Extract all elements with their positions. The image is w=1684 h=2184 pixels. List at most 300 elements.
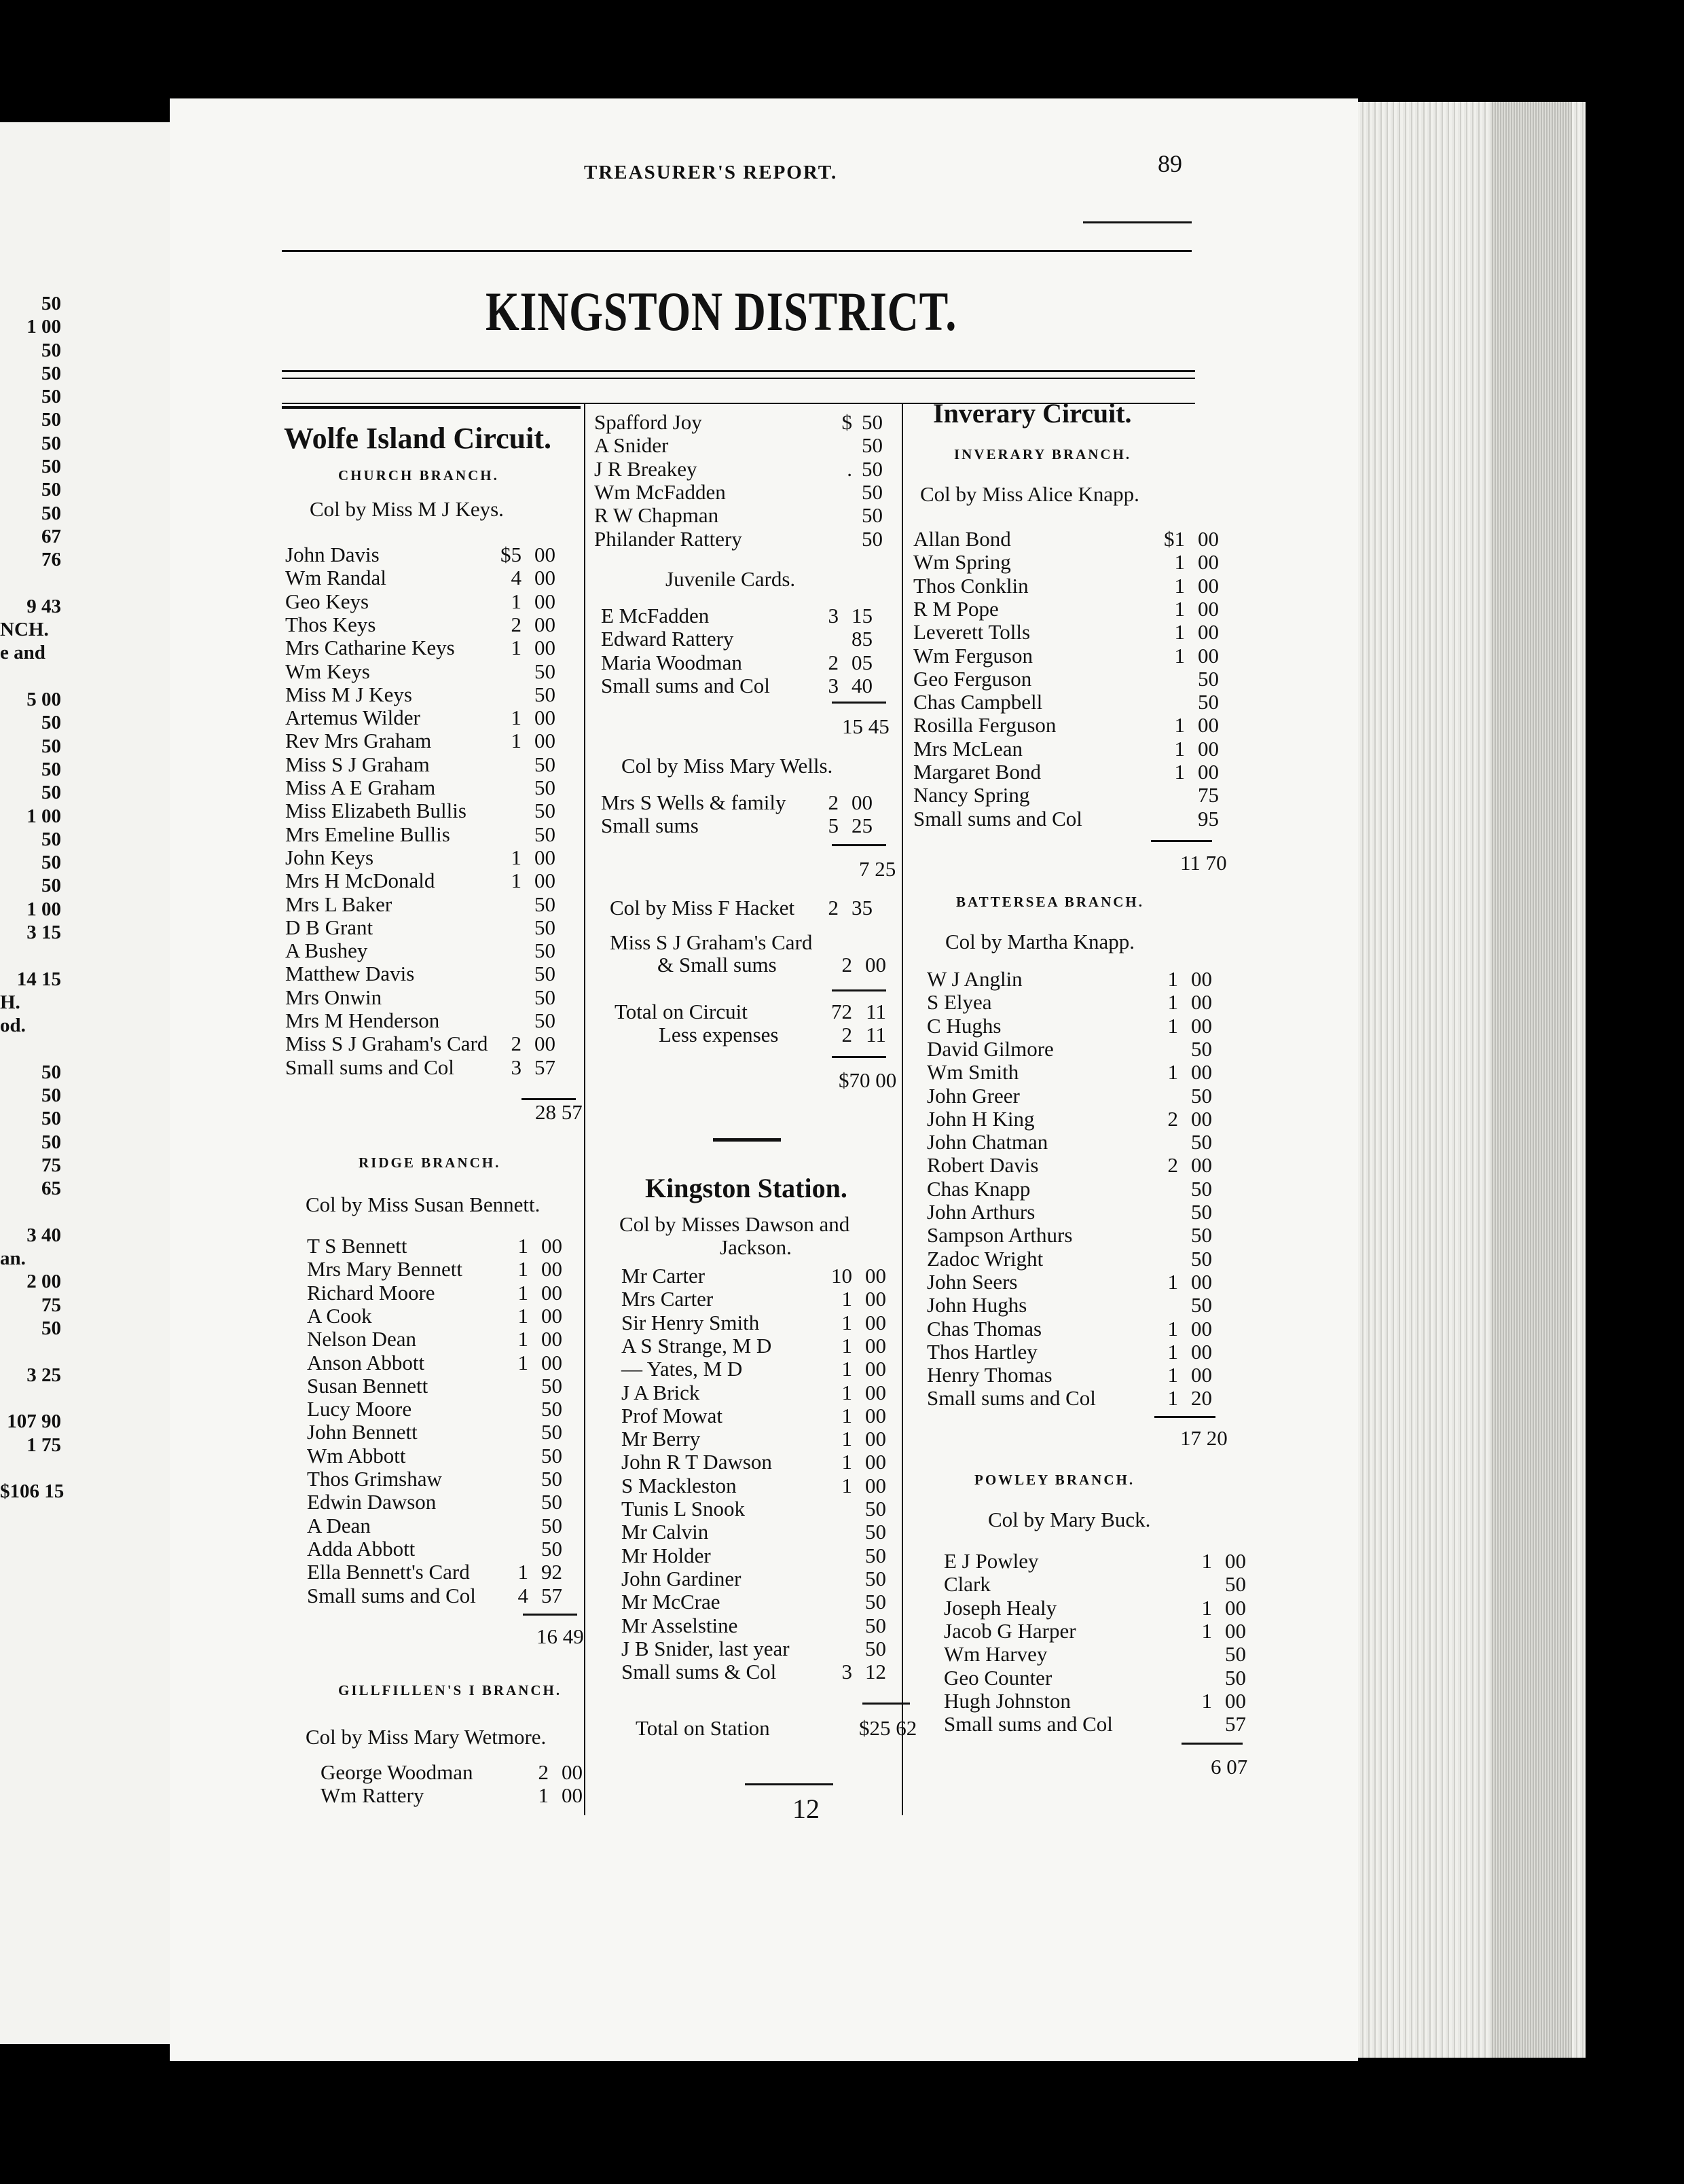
ledger-row [591,1474,900,1497]
facing-page-value [0,572,61,595]
facing-page-value [0,665,61,688]
amount-cents: 00 [1191,1013,1212,1038]
amount-dollars: 1 [841,1380,852,1404]
ledger-row [910,1015,1249,1038]
collector-line: Col by Martha Knapp. [945,930,1135,953]
amount-cents: 00 [541,1327,562,1351]
amount-dollars: 2 [511,612,521,636]
amount-dollars: 1 [511,845,521,869]
contributor-name: Thos Hartley [927,1339,1038,1364]
amount-dollars: 1 [841,1403,852,1427]
ledger-row [591,1497,900,1521]
amount-dollars: 2 [828,650,839,674]
amount-cents: 57 [541,1583,562,1607]
ledger-row [284,683,583,706]
amount-dollars: 1 [517,1257,528,1281]
contributor-name: Jacob G Harper [944,1618,1076,1643]
amount-dollars: 1 [1167,990,1178,1015]
amount-cents: 50 [1191,1200,1212,1224]
ledger-row [910,1667,1249,1690]
amount-dollars: 1 [517,1350,528,1375]
ledger-row [284,823,583,846]
book-page-edges [1348,102,1586,2058]
contributor-name: David Gilmore [927,1036,1054,1061]
amount-cents: 00 [1225,1688,1246,1713]
ledger-row [910,1154,1249,1177]
amount-cents: 50 [541,1513,562,1537]
amount-dollars: 1 [841,1357,852,1381]
contributor-name: E J Powley [944,1549,1039,1573]
amount-cents: 00 [1225,1549,1246,1573]
sum-rule [832,1056,886,1058]
amount-cents: 00 [1198,573,1219,598]
contributor-name: R W Chapman [594,503,719,528]
contributor-name: Edward Rattery [601,627,734,651]
branch-heading: POWLEY BRANCH. [974,1472,1135,1488]
amount-dollars: 2 [841,953,852,977]
contributor-name: Mr Carter [621,1264,706,1288]
amount-cents: 00 [1191,967,1212,991]
amount-cents: 50 [534,822,555,846]
contributor-name: D B Grant [285,915,373,939]
contributor-name: John Seers [927,1269,1018,1294]
amount-cents: 50 [865,1543,886,1567]
ledger-row [284,566,583,589]
contributor-name: Wm Spring [913,550,1011,575]
facing-page-value: 76 [41,549,61,571]
ledger-row [284,543,583,566]
running-header: TREASURER'S REPORT. [584,162,838,183]
grand-total: $70 00 [839,1068,897,1092]
contributor-name: Thos Grimshaw [307,1467,442,1491]
page-number: 89 [1158,150,1182,177]
contributor-name: John R T Dawson [621,1450,772,1474]
column-divider [902,403,903,1815]
contributor-name: Wm McFadden [594,479,726,504]
contributor-name: John Gardiner [621,1566,742,1590]
ledger-row [591,1264,900,1288]
amount-dollars: 1 [1174,643,1185,668]
amount-cents: 00 [865,953,886,977]
facing-page-value: 2 00 [26,1271,61,1293]
column-divider [584,403,585,1815]
facing-page-amounts [0,292,65,1503]
ledger-row [284,1235,583,1258]
amount-cents: 85 [852,627,873,651]
amount-cents: 00 [852,790,873,814]
ledger-row [910,621,1249,644]
amount-cents: 00 [541,1350,562,1375]
amount-dollars: 1 [1201,1688,1212,1713]
table-top-rule [282,406,581,409]
amount-cents: 50 [862,433,883,458]
amount-dollars: 2 [1167,1153,1178,1178]
contributor-name: Mrs Mary Bennett [307,1257,463,1281]
facing-page-value: 50 [41,735,61,757]
facing-page-value [0,944,61,967]
ledger-row [284,939,583,962]
amount-cents: 50 [1191,1246,1212,1271]
section-divider [713,1138,781,1142]
facing-page-value: 50 [41,479,61,501]
ledger-row [910,1294,1249,1317]
ledger-row [910,1085,1249,1108]
amount-dollars: 1 [538,1783,549,1808]
collector-line: Col by Miss Mary Wells. [621,754,833,778]
amount-dollars: 1 [511,729,521,753]
branch-total: 7 25 [859,857,896,881]
amount-cents: 50 [862,479,883,504]
facing-page-value: 50 [41,875,61,897]
collector-line: Jackson. [720,1235,792,1259]
ledger-row [284,916,583,939]
amount-cents: 00 [1198,620,1219,644]
amount-cents: 50 [534,776,555,799]
amount-cents: 35 [852,896,873,920]
ledger-row [284,1056,583,1079]
amount-dollars: 3 [511,1055,521,1079]
amount-cents: 50 [1191,1293,1212,1317]
contributor-name: Allan Bond [913,527,1011,551]
facing-page-value: 50 [41,502,61,524]
ledger-row [910,1131,1249,1154]
facing-page-value: 50 [41,758,61,780]
ledger-row: Miss S J Graham's Card [610,930,813,954]
facing-page-value: 75 [41,1294,61,1316]
contributor-name: John Bennett [307,1420,418,1444]
ledger-row [284,986,583,1009]
contributor-name: Rev Mrs Graham [285,729,432,753]
ledger-row [591,1660,900,1684]
contributor-name: — Yates, M D [621,1357,743,1381]
facing-page-value: 5 00 [26,689,61,711]
ledger-row [591,651,900,674]
contributor-name: Nancy Spring [913,783,1030,807]
ledger-row [284,1009,583,1032]
amount-dollars: 1 [517,1327,528,1351]
sum-rule [523,1614,577,1616]
contributor-name: Anson Abbott [307,1350,425,1375]
ledger-row [591,1544,900,1567]
amount-dollars: 1 [511,636,521,660]
facing-page-value: 50 [41,409,61,431]
facing-page-value: 75 [41,1154,61,1176]
amount-cents: 00 [534,845,555,869]
contributor-name: S Elyea [927,990,992,1015]
ledger-row [910,1224,1249,1247]
amount-dollars: 1 [1174,736,1185,761]
ledger-row [591,627,900,651]
amount-dollars: 2 [538,1760,549,1784]
branch-heading: BATTERSEA BRANCH. [956,894,1144,910]
ledger-row [591,1614,900,1637]
branch-heading: GILLFILLEN'S I BRANCH. [338,1682,562,1698]
contributor-name: Col by Miss F Hacket [610,896,795,920]
sum-rule [1151,840,1212,842]
amount-cents: 50 [865,1566,886,1590]
ledger-row [910,1387,1249,1410]
contributor-name: Total on Circuit [615,1000,748,1023]
amount-cents: 00 [865,1310,886,1334]
amount-cents: 50 [1198,690,1219,714]
contributor-name: Geo Keys [285,589,369,613]
sum-rule [1182,1743,1243,1745]
amount-dollars: 2 [841,1023,852,1046]
ledger-row [591,1451,900,1474]
amount-dollars: 2 [511,1032,521,1056]
contributor-name: T S Bennett [307,1234,407,1258]
contributor-name: Zadoc Wright [927,1246,1044,1271]
contributor-name: A Bushey [285,939,368,963]
contributor-name: Edwin Dawson [307,1490,437,1514]
contributor-name: John Greer [927,1083,1020,1108]
amount-cents: 50 [1191,1083,1212,1108]
facing-page-value: 1 00 [26,898,61,920]
contributor-name: R M Pope [913,596,999,621]
facing-page-value [0,1038,61,1061]
amount-dollars: 1 [517,1234,528,1258]
ledger-row [910,1643,1249,1666]
facing-page-value: $106 15 [0,1480,65,1503]
contributor-name: Joseph Healy [944,1595,1057,1620]
amount-cents: 00 [541,1280,562,1305]
ledger-row [591,1358,900,1381]
amount-cents: 50 [541,1443,562,1468]
amount-cents: 50 [534,985,555,1009]
facing-page-value [0,1387,61,1410]
contributor-name: Small sums and Col [913,806,1082,831]
amount-dollars: 2 [828,896,839,920]
amount-dollars: 1 [1174,760,1185,784]
contributor-name: Chas Thomas [927,1316,1042,1341]
ledger-row [284,753,583,776]
amount-cents: 00 [562,1783,583,1808]
amount-cents: 50 [862,456,883,481]
ledger-row [910,551,1249,574]
amount-dollars: 1 [841,1450,852,1474]
amount-cents: 00 [865,1333,886,1358]
ledger-row [284,1421,583,1444]
amount-cents: 50 [862,526,883,551]
amount-cents: 50 [534,752,555,776]
ledger-row [591,411,900,434]
amount-cents: 50 [1191,1223,1212,1248]
ledger-row [910,1201,1249,1224]
amount-cents: 00 [534,869,555,893]
amount-cents: 00 [534,1032,555,1056]
ledger-row [284,846,583,869]
ledger-row [591,504,900,527]
contributor-name: Adda Abbott [307,1536,416,1561]
ledger-row [910,1178,1249,1201]
amount-dollars: 1 [1174,573,1185,598]
amount-dollars: 1 [1174,596,1185,621]
amount-dollars: 1 [1201,1618,1212,1643]
amount-dollars: 1 [1201,1595,1212,1620]
ledger-row [284,869,583,892]
amount-cents: 57 [534,1055,555,1079]
amount-cents: 50 [534,1008,555,1032]
amount-cents: 50 [865,1613,886,1637]
header-rule [282,250,1192,252]
amount-dollars: 1 [1167,1386,1178,1410]
facing-page-value: 50 [41,1061,61,1083]
amount-dollars: 1 [1167,1316,1178,1341]
amount-dollars: 1 [1167,1363,1178,1387]
amount-dollars: 10 [831,1264,852,1288]
amount-cents: 50 [1191,1130,1212,1154]
ledger-row [910,1341,1249,1364]
branch-total: 6 07 [1211,1755,1248,1779]
amount-cents: 00 [1198,643,1219,668]
facing-page-value: 50 [41,852,61,874]
ledger-row [284,729,583,752]
ledger-row [910,1573,1249,1596]
amount-dollars: 1 [517,1303,528,1328]
facing-page-value: 3 15 [26,922,61,944]
station-heading: Kingston Station. [645,1173,847,1203]
amount-cents: 00 [1198,527,1219,551]
contributor-name: Mrs L Baker [285,892,392,916]
amount-cents: 50 [541,1467,562,1491]
ledger-row [591,528,900,551]
contributor-name: Leverett Tolls [913,620,1031,644]
contributor-name: Chas Campbell [913,690,1043,714]
facing-page-value: 50 [41,1131,61,1153]
ledger-row [591,1334,900,1358]
contributor-name: Hugh Johnston [944,1688,1071,1713]
contributor-name: W J Anglin [927,967,1023,991]
amount-dollars: 1 [1201,1549,1212,1573]
branch-heading: CHURCH BRANCH. [338,467,499,484]
contributor-name: Miss S J Graham's Card [285,1032,488,1056]
ledger-row [910,761,1249,784]
amount-cents: 50 [534,892,555,916]
collector-line: Col by Miss Alice Knapp. [920,482,1139,506]
amount-cents: 50 [1225,1665,1246,1690]
contributor-name: Henry Thomas [927,1363,1052,1387]
contributor-name: Small sums and Col [927,1386,1096,1410]
ledger-row [591,1000,900,1023]
amount-cents: 50 [541,1420,562,1444]
signature-mark: 12 [792,1794,820,1824]
ledger-row [591,814,900,837]
facing-page-value: 50 [41,712,61,734]
amount-dollars: 1 [841,1427,852,1451]
contributor-name: Wm Ferguson [913,643,1033,668]
ledger-row [591,1381,900,1404]
facing-page-value: 67 [41,525,61,547]
contributor-name: Philander Rattery [594,526,742,551]
amount-cents: 05 [852,650,873,674]
ledger-row [284,706,583,729]
contributor-name: Artemus Wilder [285,706,420,730]
amount-cents: 50 [1191,1176,1212,1201]
contributor-name: Small sums [601,814,699,838]
collector-line: Col by Miss M J Keys. [310,497,504,521]
ledger-row [284,1398,583,1421]
amount-cents: 12 [865,1660,886,1684]
ledger-row [284,776,583,799]
amount-dollars: 1 [841,1333,852,1358]
sum-rule [832,989,886,991]
contributor-name: Mrs S Wells & family [601,790,786,814]
facing-page-value [0,1457,61,1480]
amount-dollars: 1 [1174,550,1185,575]
ledger-row [910,1248,1249,1271]
sum-rule [832,702,886,704]
contributor-name: John Hughs [927,1293,1027,1317]
facing-page-value: 50 [41,386,61,408]
contributor-name: Mrs Carter [621,1287,714,1311]
subheading: Juvenile Cards. [665,567,796,591]
contributor-name: John Keys [285,845,374,869]
amount-cents: 00 [865,1473,886,1497]
ledger-row [910,714,1249,737]
amount-cents: 50 [862,410,883,434]
contributor-name: Mr McCrae [621,1590,720,1614]
amount-cents: 50 [541,1373,562,1398]
contributor-name: Mr Holder [621,1543,711,1567]
contributor-name: Mrs M Henderson [285,1008,440,1032]
footer-rule [745,1783,833,1785]
amount-cents: 50 [541,1490,562,1514]
facing-page-value [0,1201,61,1224]
amount-cents: 50 [1198,666,1219,691]
amount-cents: 75 [1198,783,1219,807]
contributor-name: Less expenses [659,1023,779,1046]
contributor-name: Miss S J Graham [285,752,430,776]
contributor-name: Geo Counter [944,1665,1052,1690]
sum-rule [862,1703,910,1705]
collector-line: Col by Miss Mary Wetmore. [306,1725,547,1749]
amount-dollars: 1 [511,869,521,893]
amount-cents: 50 [1225,1572,1246,1597]
branch-total: 28 57 [535,1100,583,1124]
ledger-row [284,1351,583,1375]
ledger-row [591,434,900,457]
ledger-row [284,1514,583,1537]
contributor-name: Ella Bennett's Card [307,1560,470,1584]
facing-page-value: 50 [41,1108,61,1130]
branch-total: 16 49 [536,1624,584,1648]
amount-dollars: 1 [517,1280,528,1305]
contributor-name: A Cook [307,1303,372,1328]
facing-page-value: NCH. [0,619,49,641]
ledger-row [591,1311,900,1334]
ledger-row [910,575,1249,598]
facing-page-value: 1 00 [26,316,61,338]
ledger-row [910,1690,1249,1713]
amount-dollars: 1 [841,1287,852,1311]
amount-dollars: 3 [841,1660,852,1684]
amount-dollars: $ [841,410,852,434]
amount-dollars: 5 [828,814,839,838]
amount-cents: 00 [534,566,555,590]
facing-page-value: 50 [41,432,61,454]
facing-page-value: 65 [41,1178,61,1200]
ledger-row [284,636,583,659]
amount-cents: 92 [541,1560,562,1584]
facing-page-value: 50 [41,362,61,384]
amount-cents: 50 [865,1590,886,1614]
contributor-name: Lucy Moore [307,1397,412,1421]
contributor-name: John Chatman [927,1130,1048,1154]
contributor-name: Mrs Onwin [285,985,382,1009]
contributor-name: Small sums and Col [307,1583,476,1607]
ledger-row [591,896,900,920]
amount-cents: 00 [1198,713,1219,738]
